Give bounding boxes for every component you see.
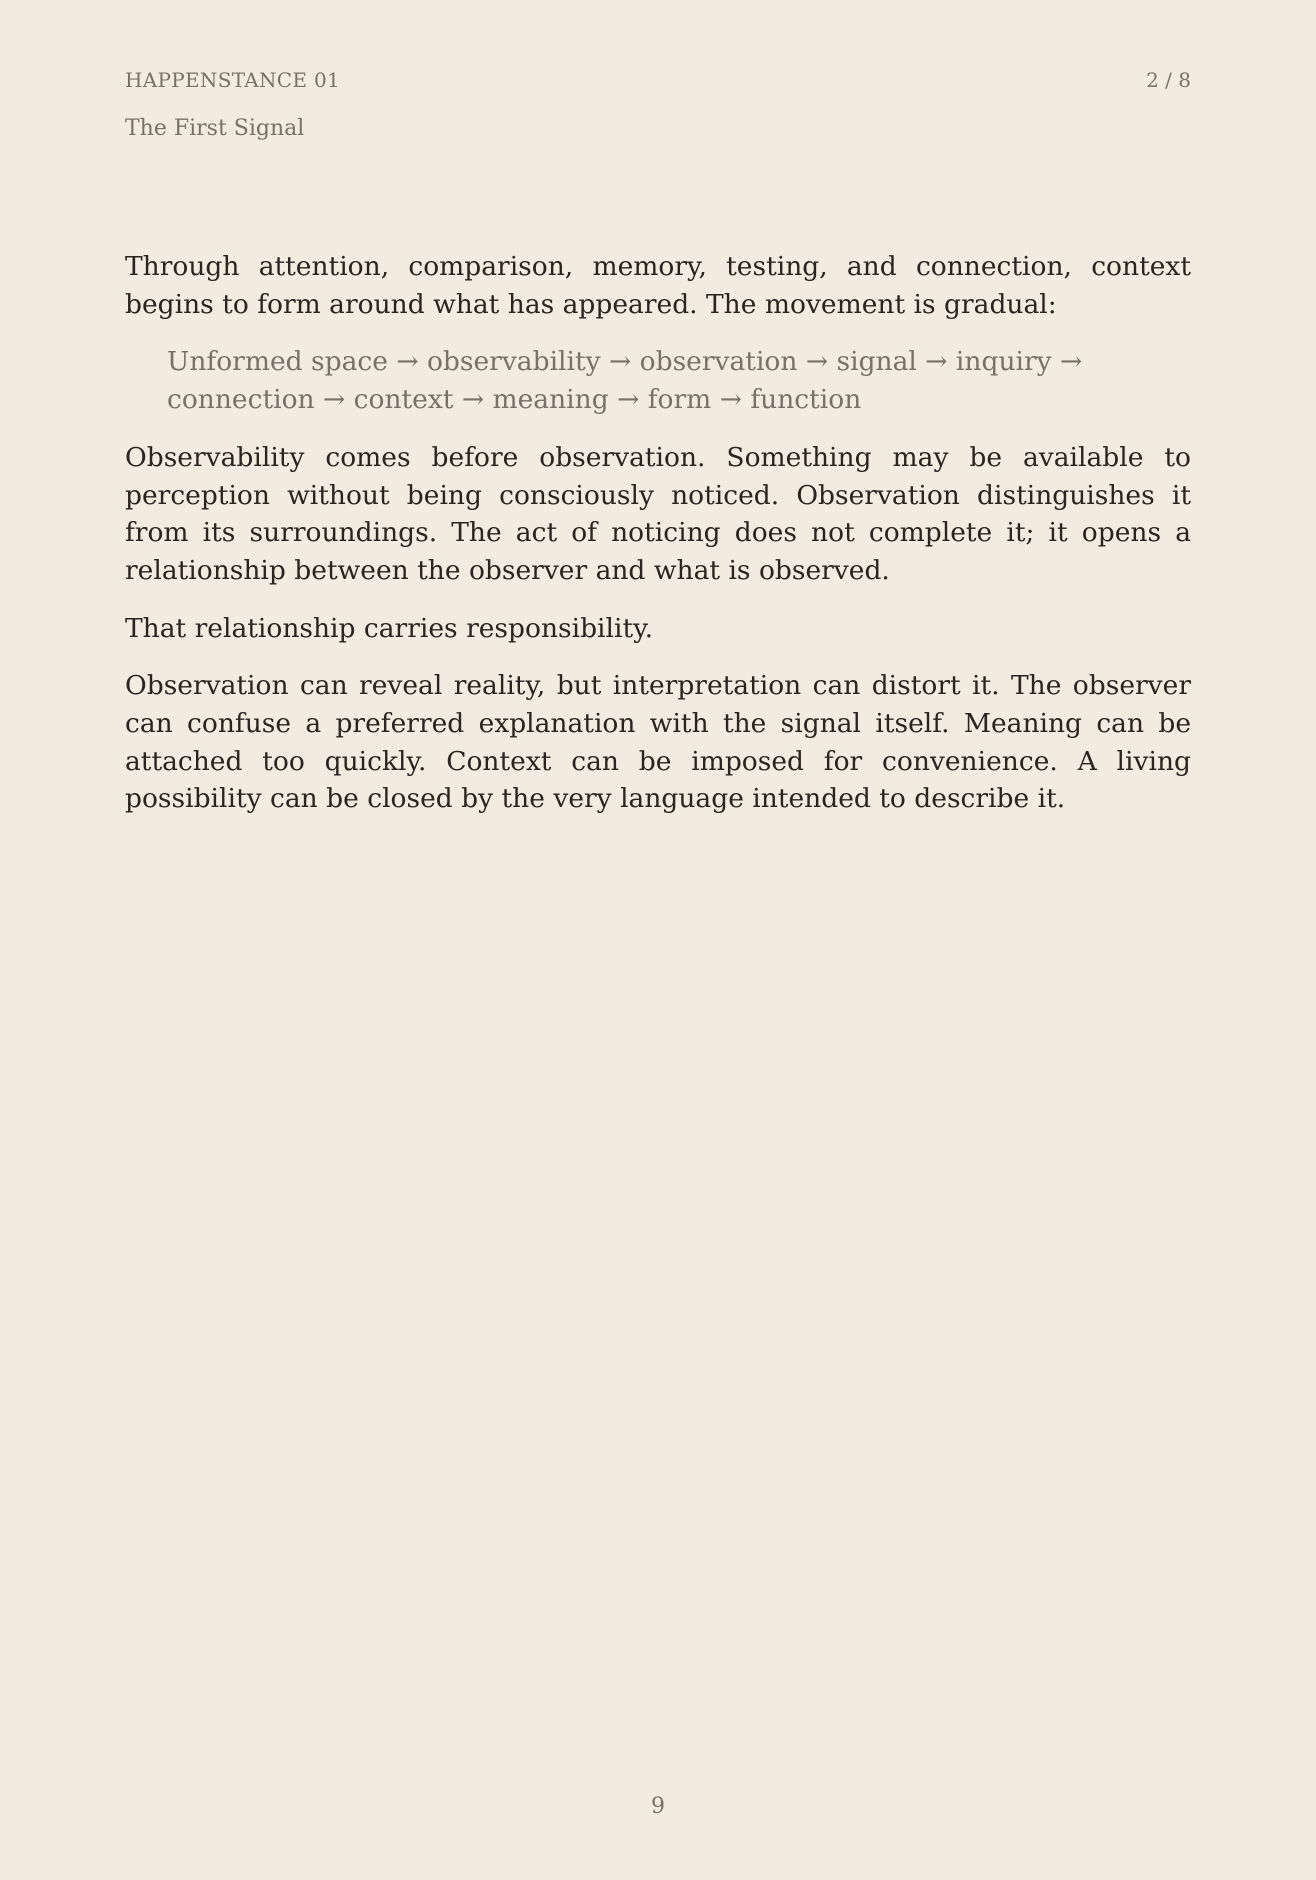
page-indicator: 2 / 8 xyxy=(1146,68,1191,92)
document-page xyxy=(125,0,1191,1880)
running-header xyxy=(125,68,1191,94)
sequence-blockquote: Unformed space → observability → observation → signal → inquiry → connection → context → meaning → form → function xyxy=(167,346,1083,416)
page-number: 9 xyxy=(651,1794,665,1819)
paragraph: Observation can reveal reality, but interpretation can distort it. The observer can confuse a preferred explanation with the signal itself. Meaning can be attached too quickly. Context can be imposed for convenience. A living possibility can be closed by the very language intended to describe it. xyxy=(125,670,1191,815)
series-name: HAPPENSTANCE 01 xyxy=(125,68,340,92)
section-title: The First Signal xyxy=(125,116,305,141)
body-text xyxy=(125,248,1191,838)
paragraph: Observability comes before observation. Something may be available to perception without being consciously noticed. Observation distinguishes it from its surroundings. The act of noticing does not complete it; it opens a relationship between the observer and what is observed. xyxy=(125,441,1191,586)
paragraph: That relationship carries responsibility. xyxy=(125,612,653,644)
paragraph: Through attention, comparison, memory, testing, and connection, context begins to form around what has appeared. The movement is gradual: xyxy=(125,251,1191,320)
